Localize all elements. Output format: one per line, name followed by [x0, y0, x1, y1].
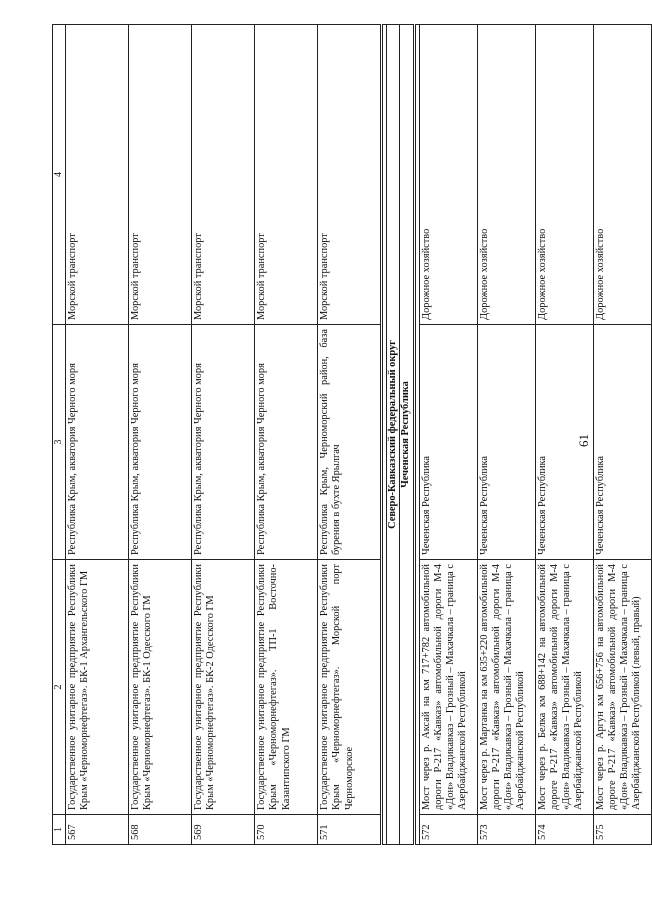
object-name: Мост через р. Белка км 688+142 на автомобильной дороге Р-217 «Кавказ» автомобильной дороги М-4 «Дон» Владикавказ – Грозный – Махачкала – граница с Азербайджанской Республикой — [535, 560, 593, 815]
row-number: 570 — [255, 815, 318, 845]
table-row — [129, 25, 192, 845]
page-number: 61 — [576, 434, 591, 447]
object-name: Мост через р. Аргун км 656+756 на автомобильной дороге Р-217 «Кавказ» автомобильной дороги М-4 «Дон» Владикавказ – Грозный – Махачкала – граница с Азербайджанской Республикой (левый, правый) — [593, 560, 651, 815]
row-number: 568 — [129, 815, 192, 845]
object-name: Государственное унитарное предприятие Республики Крым «Черноморнефтегаз». ТП-1 Восточно-Казантипского ГМ — [255, 560, 318, 815]
object-name: Мост через р. Мартанка на км 635+220 автомобильной дороги Р-217 «Кавказ» автомобильной дороги М-4 «Дон» Владикавказ – Грозный – Махачкала – граница с Азербайджанской Республикой — [477, 560, 535, 815]
object-category: Дорожное хозяйство — [593, 25, 651, 325]
object-name: Мост через р. Аксай на км 717+782 автомобильной дороги Р-217 «Кавказ» автомобильной дороги М-4 «Дон» Владикавказ – Грозный – Махачкала – граница с Азербайджанской Республикой — [419, 560, 477, 815]
object-name: Государственное унитарное предприятие Республики Крым «Черноморнефтегаз». БК-2 Одесского ГМ — [192, 560, 255, 815]
row-number: 573 — [477, 815, 535, 845]
object-category: Дорожное хозяйство — [535, 25, 593, 325]
object-category: Дорожное хозяйство — [419, 25, 477, 325]
object-location: Республика Крым, акватория Черного моря — [255, 325, 318, 560]
table-row — [318, 25, 382, 845]
object-category: Морской транспорт — [129, 25, 192, 325]
object-name: Государственное унитарное предприятие Республики Крым «Черноморнефтегаз». БК-1 Архангельского ГМ — [66, 560, 129, 815]
object-location: Чеченская Республика — [593, 325, 651, 560]
object-category: Морской транспорт — [192, 25, 255, 325]
object-category: Дорожное хозяйство — [477, 25, 535, 325]
table-row — [419, 25, 477, 845]
row-number: 567 — [66, 815, 129, 845]
row-number: 569 — [192, 815, 255, 845]
object-location: Республика Крым, акватория Черного моря — [192, 325, 255, 560]
row-number: 572 — [419, 815, 477, 845]
table-row — [192, 25, 255, 845]
district-heading: Северо-Кавказский федеральный округ — [387, 25, 400, 845]
table-row — [66, 25, 129, 845]
object-category: Морской транспорт — [255, 25, 318, 325]
district-heading-row — [387, 25, 400, 845]
table-row — [477, 25, 535, 845]
object-name: Государственное унитарное предприятие Республики Крым «Черноморнефтегаз». Морской порт Черноморское — [318, 560, 382, 815]
region-heading: Чеченская Республика — [400, 25, 414, 845]
header-col-4: 4 — [53, 25, 66, 325]
object-location: Чеченская Республика — [535, 325, 593, 560]
object-location: Республика Крым, акватория Черного моря — [129, 325, 192, 560]
object-location: Республика Крым, акватория Черного моря — [66, 325, 129, 560]
object-location: Чеченская Республика — [419, 325, 477, 560]
row-number: 574 — [535, 815, 593, 845]
object-name: Государственное унитарное предприятие Республики Крым «Черноморнефтегаз». БК-1 Одесского ГМ — [129, 560, 192, 815]
object-location: Республика Крым, Черноморский район, база бурения в бухте Ярылгач — [318, 325, 382, 560]
table-row — [255, 25, 318, 845]
header-col-3: 3 — [53, 325, 66, 560]
region-heading-row — [400, 25, 414, 845]
header-row — [53, 25, 66, 845]
objects-table — [52, 24, 652, 845]
table-row — [593, 25, 651, 845]
header-col-1: 1 — [53, 815, 66, 845]
row-number: 571 — [318, 815, 382, 845]
object-category: Морской транспорт — [318, 25, 382, 325]
header-col-2: 2 — [53, 560, 66, 815]
table-row — [535, 25, 593, 845]
object-category: Морской транспорт — [66, 25, 129, 325]
object-location: Чеченская Республика — [477, 325, 535, 560]
row-number: 575 — [593, 815, 651, 845]
